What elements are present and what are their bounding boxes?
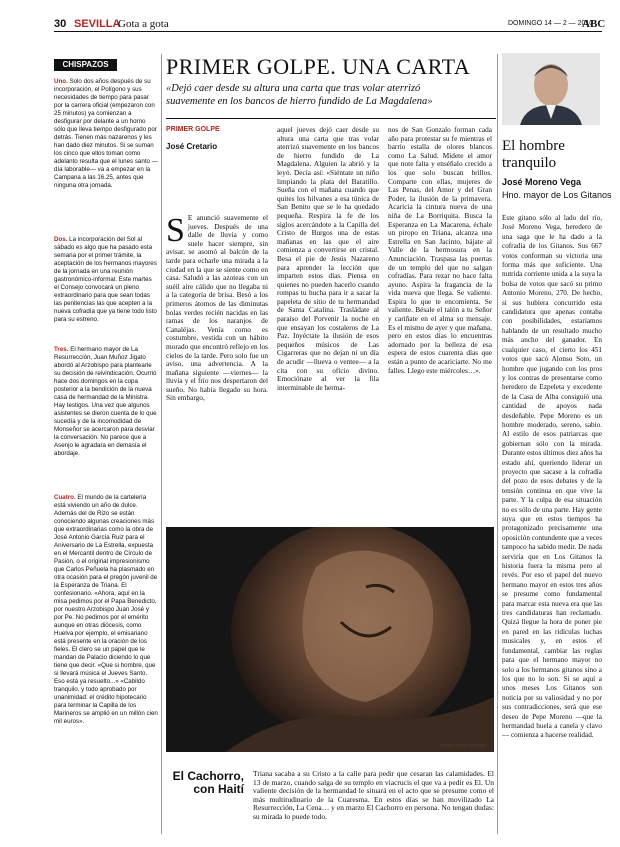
opinion-body-text: Este gitano sólo al lado del río, José Moreno Vega, heredero de una saga que le ha dado a la cofradía de los Gitanos. Sus 667 votos conforman su victoria una forma más que suficiente. Una nutrida corriente unida a la suya la bolsa de votos que sacó su primo Antonio Moreno, 270. De hecho, si sus hubiera concurrido esta candidatura que apenas contaba con posibilidades, estaríamos hablando de un resultado mucho más ancho del ganador. En cualquier caso, el cierto los 451 votos que sacó Alonso Soto, un hombre que jugando con los pros y los contras de presentarse como heredero de Ezpeleta y excedente de la Casa de Alba consiguió una cantidad de apoyos nada desdeñable. Pepe Moreno es un hombre moderado, sereno, sabio. Al estilo de esos patriarcas que gobiernan sólo con la mirada. Durante estos últimos diez años ha estado ahí, queriendo liderar un proyecto que sacase a la cofradía del pozo de esos debates y de la tensión continua en que vive la parte. Y la culpa de esa situación no es sólo de una parte. Hay gente suya que en estos tiempos ha protagonizado precisamente una oposición contundente que a veces tampoco ha sabido medir. De nada serviría que en Los Gitanos la historia fuera la misma pero al revés. Por eso el papel del nuevo hermano mayor en estos tres años se presume como fundamental para marcar esta nueva era que las tres candidaturas han reclamado. Quizá llegue la hora de poner pie en pared en las ridículas luchas musicales y, en estos el fundamental, cambiar las reglas para que el hermano mayor no solo a los hermanos gitanos sino a los que no lo son. Si se aquí a unos meses Los Gitanos son noticia por su valiosidad y no por sus contradicciones, será que ese deseo de Pepe Moreno —que la hermandad huela a canela y clavo— comienza a hacerse realidad. <box>502 214 602 740</box>
sculpture-image <box>166 527 494 752</box>
article-column-2-text: aquel jueves dejó caer desde su altura una carta que tras volar aterrizó suavemente en los bancos de hierro fundido de La Magdalena. Alguien la abrió y la leyó. Decía así: «Siéntate un niño limpiando la plata del Baratillo. Sueña con el mañana cuando que quites los hilvanes a esa túnica de San Benito que se le ha quedado pequeña. Respira la fe de los siglos acercándote a la Capilla del Cristo de Burgos una de estas mañanas en las que el aire comienza a convertirse en cristal. Besa el pie de Jesús Nazareno para aprender la lección que imparten estos días. Piensa en quienes no pueden hacerlo cuando rompas tu hucha para ir a sacar la papeleta de sitio de tu hermandad de Santa Catalina. Trasládate al paraíso del Porvenir la noche en que ensayan los costaleros de La Paz. Inyéctate la ilusión de esos pequeños músicos de Las Cigarreras que no dejan ni un día de acudir —llueva o ventee— a la cita con su oficio divino. Emociónate al ver la fila interminable de herma- <box>277 126 379 392</box>
portrait-image <box>502 53 600 125</box>
section-title: SEVILLA <box>74 18 121 30</box>
sidebar-item <box>54 78 158 190</box>
column-divider <box>161 54 162 834</box>
sidebar-item-text: Solo dos años después de su incorporación, el Polígono y sus necesidades de tiempo para pasar por la carrera oficial (empezaron con 25 minutos) ya comienzan a desfigurar por delante a un horno sólo que lleva tiempo desfigurado por detrás. Tienen más nazarenos y les han dado diez minutos. Si se suman los cinco que ellos toman como adelanto resulta que el lunes santo —día laborable— va a empezar en la Campana a las 16.25, antes que ninguna otra jornada. <box>54 78 158 189</box>
opinion-role: Hno. mayor de Los Gitanos <box>502 190 612 200</box>
article-byline: José Cretario <box>166 142 218 151</box>
article-deck: «Dejó caer desde su altura una carta que tras volar aterrizó suavemente en los bancos de hierro fundido de La Magdalena» <box>166 83 433 107</box>
article-column-1 <box>166 214 268 514</box>
page-number: 30 <box>54 18 67 30</box>
drop-cap: S <box>166 214 185 249</box>
opinion-author: José Moreno Vega <box>502 177 582 187</box>
header-rule <box>54 31 602 32</box>
subsection-title: Gota a gota <box>118 18 169 30</box>
opinion-title: El hombre tranquilo <box>502 138 565 171</box>
sidebar-title: CHISPAZOS <box>54 59 117 71</box>
photo-caption: Triana sacaba a su Cristo a la calle para pedir que cesaran las calamidades. El 13 de marzo, cuando salga de su templo en viacrucis el que va a pedir es El. Un valiente decisión de la hermandad le situará en el acto que se presume como el más multitudinario de la Cuaresma. En estos días se han movilizado La Resurrección, La Cena… y en marzo El Cachorro en persona. No tengan dudas: su mirada lo puede todo. <box>253 769 494 821</box>
sidebar-item-lead: Tres. <box>54 346 69 353</box>
sidebar-item-text: La incorporación del Sol al sábado es algo que ha pasado esta semana por el primer trámite, la aceptación de los hermanos mayores de la jornada en una reunión gastronómico-informal. Este martes el Consejo convocará un pleno extraordinario para que sean todas las penitencias las que acepten a la nueva cofradía que ya tiene todo listo para su estreno. <box>54 236 157 323</box>
sidebar-item-lead: Dos. <box>54 236 68 243</box>
sidebar-item-lead: Uno. <box>54 78 68 85</box>
sidebar-item-lead: Cuatro. <box>54 494 76 501</box>
deck-rule <box>166 118 496 119</box>
sidebar-item <box>54 494 158 726</box>
article-column-3-text: nos de San Gonzalo forman cada año para protestar su fe mientras el barrio estalla de olores blancos como La Salud. Mídete el amor que note falta y enséñalo crecido a los que solo buscan brillos. Comparte con ellas, mujeres de Las Penas, del Amor y del Gran Poder, la ilusión de la primavera. Acaricia la cintura nueva de una niña de La Borriquita. Busca la Esperanza en La Macarena, échale un piropo en Triana, alcanza una Estrella en San Jacinto, bájate al Valle de la hermosura en la Anunciación. Traspasa las puertas de un templo del que no salgan cofradías. Para rezar no hace falta ayuno. Aspira la fragancia de la vida nueva que llega. Se valiente. Espira lo que te encomienta. Se valiente. Bésale el talón a tu Señor y cariñate en el alma su mensaje. Es el mismo de ayer y que mañana, pero en estos días lo encuentras adornado por la belleza de esa espera de estos cuarenta días que están a punto de acariciarte. No me falles. Llego este miércoles…». <box>388 126 492 375</box>
article-column-2 <box>277 126 379 516</box>
article-headline: PRIMER GOLPE. UNA CARTA <box>166 54 471 79</box>
sidebar-item <box>54 346 158 458</box>
sidebar-item-text: El hermano mayor de La Resurrección, Juan Muñoz Jigato abordó al Arzobispo para plantearle su decisión de reivindicación. Ocurrió hace dos domingos en la copa posterior a la bendición de la nueva casa de hermandad de la Ministra. Hay testigos. Una vez que algunos asistentes se dieron cuenta de lo que sucedía y de la incomodidad de Monseñor se acercaron para desviar la conversación. No parece que a Asenjo le agradara en demasía el abordaje. <box>54 346 157 457</box>
photo-credit: JOSÉ ANTÓN GÓMEZ <box>440 743 487 748</box>
issue-date: DOMINGO 14 — 2 — 2010 <box>508 20 594 27</box>
article-column-1-text: E anunció suavemente el jueves. Después de una dalle de lluvia y como suele hacer siempre, sin avisar, se asomó al balcón de la tarde para echarle una mirada a la ciudad en la que se siente como en casa. Saludó a las azoteas con un suéil aire cálido que no llegaba ni a la categoría de brisa. Besó a los primeros átomos de las diminutas bolas verdes recién nacidas en las ramas de los naranjos de Canaléjas. Venía como es costumbre, vestida con un hábito morado que encontró reflejo en los cielos de la tarde. Pero solo fue un aviso, una advertencia. A la mañana siguiente —viernes— la lluvia y el frío nos despertaron del sueño. No había llegado su hora. Sin embargo, <box>166 214 268 403</box>
cristo-photo <box>166 527 494 752</box>
opinion-body <box>502 214 602 834</box>
author-portrait <box>502 53 600 125</box>
article-column-3 <box>388 126 492 516</box>
article-kicker: PRIMER GOLPE <box>166 126 220 133</box>
sidebar-item <box>54 236 158 324</box>
sidebar-item-text: El mundo de la cartelería está viviendo un año de dulce. Además del de Rizo se están conociendo algunas creaciones más que extraordinarias como la obra de José Antonio García Ruiz para el Aniversario de La Estrella, expuesta en el Mercantil dentro de Círculo de Pasión, o el original impresionismo que Carlos Peñuela ha plasmado en otra ocasión para el pregón juvenil de la Esperanza de Triana. El confesionario. «Ahora, aquí en la misa pedimos por el Papa Benedicto, por nuestro Arzobispo Juan José y por Pe. No pedimos por el emérito aunque en otras diócesis, como Huelva por ejemplo, el emisariano está presente en la oración de los fieles. El clero se un papel que le mandan de Palacio diciendo lo que tiene que decir. «Que si hombre, que si llevará música el Jueves Santo. Eso está ya resuelto...» «Cabildo tranquilo, y todo aprobado por unanimidad: el crédito hipotecario para terminar la Capilla de los Marineros se amplió en un millón cien mil euros». <box>54 494 158 725</box>
photo-caption-title: El Cachorro, con Haití <box>172 769 244 796</box>
column-divider-right <box>497 54 498 834</box>
newspaper-logo: ABC <box>582 18 606 30</box>
